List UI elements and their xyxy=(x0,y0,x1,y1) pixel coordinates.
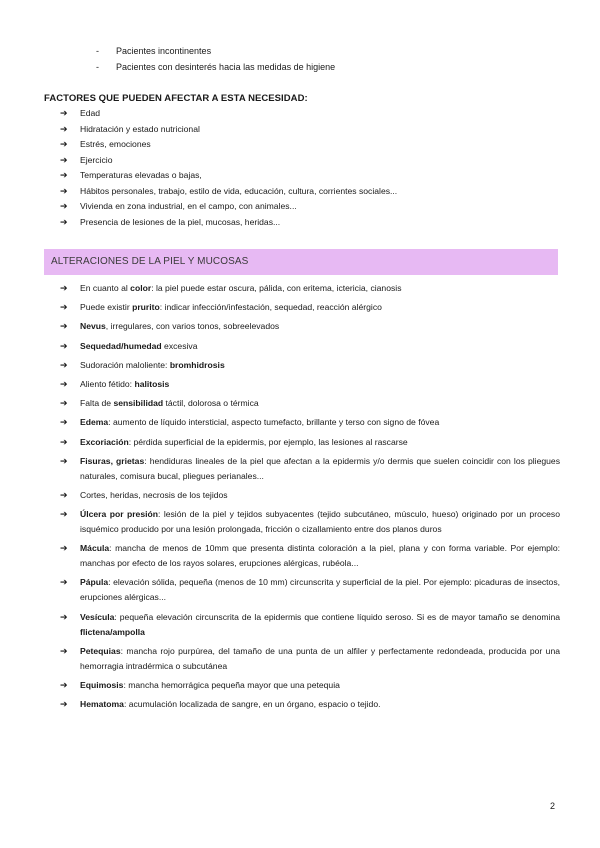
list-item xyxy=(60,281,560,296)
arrow-bullet-icon: ➔ xyxy=(60,699,68,710)
text-run: Aliento fétido: xyxy=(80,378,135,389)
list-item-text xyxy=(80,697,560,712)
list-item xyxy=(60,215,560,231)
arrow-bullet-icon: ➔ xyxy=(60,201,68,211)
text-run: : la piel puede estar oscura, pálida, con eritema, ictericia, cianosis xyxy=(151,283,402,293)
factors-heading: FACTORES QUE PUEDEN AFECTAR A ESTA NECESIDAD: xyxy=(44,93,308,104)
list-item xyxy=(96,59,556,75)
list-item-text xyxy=(80,541,560,571)
list-item-text: Estrés, emociones xyxy=(80,139,151,149)
arrow-bullet-icon: ➔ xyxy=(60,216,68,227)
text-run: Falta de xyxy=(80,398,114,409)
arrow-bullet-icon: ➔ xyxy=(60,139,68,149)
arrow-bullet-icon: ➔ xyxy=(60,543,68,554)
term-bold: flictena/ampolla xyxy=(80,626,145,637)
list-item xyxy=(60,454,560,484)
list-item-text xyxy=(80,358,560,373)
list-item xyxy=(60,319,560,334)
list-item-text xyxy=(80,300,560,315)
alterations-heading: ALTERACIONES DE LA PIEL Y MUCOSAS xyxy=(51,256,249,267)
list-item-text: Hábitos personales, trabajo, estilo de vida, educación, cultura, corrientes sociales... xyxy=(80,185,398,196)
arrow-bullet-icon: ➔ xyxy=(60,185,68,196)
arrow-bullet-icon: ➔ xyxy=(60,577,68,588)
term-bold: Vesícula xyxy=(80,611,115,622)
arrow-bullet-icon: ➔ xyxy=(60,302,68,313)
text-run: , irregulares, con varios tonos, sobreelevados xyxy=(105,321,280,332)
arrow-bullet-icon: ➔ xyxy=(60,436,68,447)
list-item-text xyxy=(80,575,560,605)
arrow-bullet-icon: ➔ xyxy=(60,154,68,165)
list-item-text xyxy=(80,678,560,693)
text-run: : pérdida superficial de la epidermis, por ejemplo, las lesiones al rascarse xyxy=(128,436,408,447)
text-run: excesiva xyxy=(161,340,198,351)
list-item xyxy=(60,122,560,138)
text-run: En cuanto al xyxy=(80,283,131,293)
list-item-text xyxy=(80,610,560,640)
factors-list xyxy=(60,106,560,230)
list-item-text xyxy=(80,377,560,392)
list-item xyxy=(60,678,560,693)
arrow-bullet-icon: ➔ xyxy=(60,340,68,351)
term-bold: Equimosis xyxy=(80,680,124,690)
page-number: 2 xyxy=(550,801,556,811)
list-item-text xyxy=(80,396,560,411)
text-run: : mancha rojo purpúrea, del tamaño de una punta de un alfiler y perfectamente redondeada, producida por una hemorragia intradérmica o subcutánea xyxy=(80,645,560,671)
term-bold: Excoriación xyxy=(80,436,129,447)
list-item xyxy=(60,435,560,450)
arrow-bullet-icon: ➔ xyxy=(60,378,68,389)
list-item xyxy=(96,43,556,59)
list-item xyxy=(60,153,560,169)
list-item xyxy=(60,697,560,712)
list-item xyxy=(60,168,560,184)
text-run: táctil, dolorosa o térmica xyxy=(163,398,259,409)
dash-bullet: - xyxy=(96,62,99,72)
list-item xyxy=(60,184,560,200)
list-item-text: Vivienda en zona industrial, en el campo, con animales... xyxy=(80,201,297,211)
term-bold: Nevus xyxy=(80,321,106,332)
arrow-bullet-icon: ➔ xyxy=(60,170,68,180)
list-item-text: Pacientes con desinterés hacia las medidas de higiene xyxy=(116,62,336,72)
list-item xyxy=(60,300,560,315)
list-item xyxy=(60,106,560,122)
list-item xyxy=(60,610,560,640)
list-item-text: Hidratación y estado nutricional xyxy=(80,123,200,134)
arrow-bullet-icon: ➔ xyxy=(60,359,68,370)
list-item xyxy=(60,137,560,153)
list-item-text: Temperaturas elevadas o bajas, xyxy=(80,170,202,180)
term-bold: Pápula xyxy=(80,577,109,588)
list-item-text: Ejercicio xyxy=(80,154,113,165)
text-run: : aumento de líquido intersticial, aspecto tumefacto, brillante y terso con signo de fóvea xyxy=(108,417,440,428)
text-run: : hendiduras lineales de la piel que afectan a la epidermis y/o dermis que suelen coincidir con los pliegues naturales, comisura bucal, pliegues perianales... xyxy=(80,455,560,481)
arrow-bullet-icon: ➔ xyxy=(60,398,68,409)
text-run: : elevación sólida, pequeña (menos de 10 mm) circunscrita y superficial de la piel. Por ejemplo: picaduras de insectos, erupciones alérgicas... xyxy=(80,577,560,603)
list-item xyxy=(60,644,560,674)
arrow-bullet-icon: ➔ xyxy=(60,509,68,520)
alterations-heading-band xyxy=(44,249,558,275)
arrow-bullet-icon: ➔ xyxy=(60,123,68,134)
term-bold: Fisuras, grietas xyxy=(80,455,145,466)
list-item-text xyxy=(80,319,560,334)
term-bold: bromhidrosis xyxy=(169,359,225,370)
arrow-bullet-icon: ➔ xyxy=(60,680,68,690)
text-run: : mancha hemorrágica pequeña mayor que una petequia xyxy=(123,680,340,690)
list-item-text xyxy=(80,644,560,674)
list-item xyxy=(60,358,560,373)
text-run: : indicar infección/infestación, sequedad, reacción alérgico xyxy=(159,302,382,313)
list-item xyxy=(60,507,560,537)
arrow-bullet-icon: ➔ xyxy=(60,611,68,622)
list-item-text: Pacientes incontinentes xyxy=(116,46,212,56)
arrow-bullet-icon: ➔ xyxy=(60,489,68,500)
list-item-text xyxy=(80,415,560,430)
arrow-bullet-icon: ➔ xyxy=(60,283,68,293)
text-run: : mancha de menos de 10mm que presenta distinta coloración a la piel, plana y con forma variable. Por ejemplo: manchas por efecto de los rayos solares, erupciones alérgicas, rubéola... xyxy=(80,543,560,569)
list-item-text xyxy=(80,488,560,503)
text-run: Sudoración maloliente: xyxy=(80,359,170,370)
arrow-bullet-icon: ➔ xyxy=(60,455,68,466)
list-item-text xyxy=(80,339,560,354)
list-item-text xyxy=(80,281,560,296)
list-item-text xyxy=(80,454,560,484)
list-item-text: Edad xyxy=(80,108,101,118)
text-run: Puede existir xyxy=(80,302,133,313)
text-run: : lesión de la piel y tejidos subyacentes (tejido subcutáneo, músculo, hueso) originado por un proceso isquémico producido por una lesión prolongada, fricción o cizallamiento entre dos planos duros xyxy=(80,509,561,535)
patient-list xyxy=(96,43,556,75)
list-item xyxy=(60,377,560,392)
list-item-text: Presencia de lesiones de la piel, mucosas, heridas... xyxy=(80,216,281,227)
term-bold: Úlcera por presión xyxy=(80,509,159,520)
arrow-bullet-icon: ➔ xyxy=(60,645,68,656)
term-bold: Mácula xyxy=(80,543,110,554)
term-bold: Hematoma xyxy=(80,699,124,710)
list-item xyxy=(60,199,560,215)
arrow-bullet-icon: ➔ xyxy=(60,108,68,118)
term-bold: Petequias xyxy=(80,645,121,656)
dash-bullet: - xyxy=(96,46,99,56)
arrow-bullet-icon: ➔ xyxy=(60,417,68,428)
term-bold: Sequedad/humedad xyxy=(80,340,162,351)
text-run: : pequeña elevación circunscrita de la epidermis que contiene líquido seroso. Si es de mayor tamaño se denomina xyxy=(114,611,560,622)
term-bold: prurito xyxy=(132,302,160,313)
arrow-bullet-icon: ➔ xyxy=(60,321,68,332)
text-run: Cortes, heridas, necrosis de los tejidos xyxy=(80,489,228,500)
term-bold: Edema xyxy=(80,417,109,428)
list-item xyxy=(60,396,560,411)
list-item xyxy=(60,541,560,571)
alterations-list xyxy=(60,281,560,716)
list-item-text xyxy=(80,435,560,450)
list-item xyxy=(60,339,560,354)
list-item xyxy=(60,488,560,503)
term-bold: sensibilidad xyxy=(113,398,164,409)
term-bold: halitosis xyxy=(134,378,170,389)
list-item-text xyxy=(80,507,560,537)
list-item xyxy=(60,575,560,605)
term-bold: color xyxy=(130,283,152,293)
list-item xyxy=(60,415,560,430)
text-run: : acumulación localizada de sangre, en un órgano, espacio o tejido. xyxy=(123,699,381,710)
